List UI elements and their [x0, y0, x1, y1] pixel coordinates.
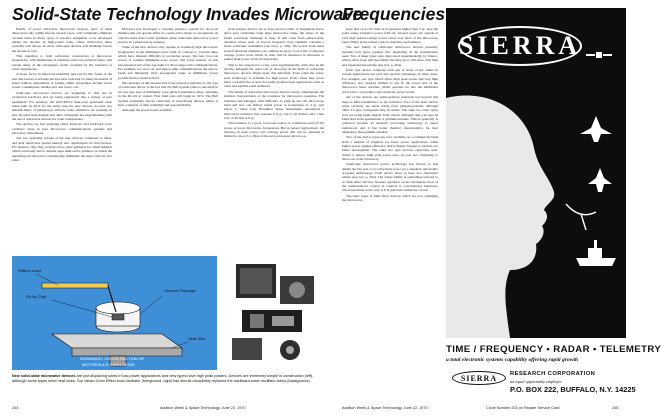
ad-artwork — [446, 8, 626, 338]
ad-equal-opportunity: an equal opportunity employer — [510, 379, 562, 384]
device-photo — [222, 256, 326, 370]
sierra-logo-small — [452, 371, 506, 385]
sierra-logo-small-text: SIERRA — [460, 373, 498, 383]
schematic-title-2: MOTOROLA'S GUNN DIODE — [82, 362, 135, 367]
paragraph: The transistor is a good, low-noise source of continuous-wave (CW) power at lower microwave frequencies. But in pulsed applications, the increase in peak power over average power that can be obtained is limited to about 3:1. Most of the new solid-state devices op- — [224, 121, 324, 139]
paragraph: Two of the device types are now available on a commercial basis from a number of suppliers for lower power applications, while higher-power, higher-efficiency and/or higher frequency versions are under development. The other two type devices, especially well-suited to pulsed, high peak power uses, are just now beginning to move out of the laboratory. — [342, 135, 438, 161]
paragraph: erate best on a CW basis at frequencies higher than 5 gc, near the point where transistor power falls off. Several types can operate at very high pulsed-voltage power ratios over most of the microwave band, filling in the pulsed voids in transistor performance. — [342, 27, 438, 45]
reader-service-note: Circle Number 203 on Reader Service Card — [486, 406, 560, 410]
aircraft-icon — [580, 116, 612, 142]
paragraph: The basic types of bulk effect devices which are now reshaping the microwave — [342, 193, 438, 203]
ad-tagline: a total electronic systems capability offering rapid growth — [446, 357, 579, 363]
article-column-3 — [224, 27, 324, 254]
paragraph: Motorola has developed a versatile guidance system for air-to-air missiles that can operate either in a semi-active mode or can generate its own Ka-band active radar guidance using solid-state microwave power sources in a phased-array antenna. — [118, 27, 218, 45]
paragraph: Some of the new devices only operate at extremely high microwave frequencies, in the millimeter-wave band, in contrast to vacuum tubes which have inherent difficulty in producing power. The new low-cost source of reliable millimeter-wave power will focus interest on this unconquered part of the spectrum for short-range radio communications. For example, for air-to-air and ship-to-ship communications the narrow beam and inherently short propagation range of millimeter waves provide much-wanted privacy. — [118, 45, 218, 80]
ad-address: P.O. BOX 222, BUFFALO, N.Y. 14225 — [510, 385, 636, 394]
satellite-icon — [586, 52, 612, 58]
label-ribbon-lead: Ribbon Lead — [18, 268, 41, 273]
caption-lead: New solid-state microwave devices — [12, 374, 76, 378]
profile-silhouette — [446, 95, 554, 338]
ad-illustration — [446, 8, 626, 338]
sierra-logo-text: SIERRA — [458, 31, 582, 60]
paragraph: The devices are fast replacing reflex klystrons and backward wave oscillator tubes in new microwave communications systems and laboratory instruments. — [12, 122, 112, 135]
caption-body: are just displacing tubes in low-power applications and new types have high peak powers. Devices are extremely simple in construction (left), although some types need heat sinks. Top Varian Gunn Effect local oscillator (foreground, right) has almost completely replaced the backward wave oscillator tubes (background). — [12, 374, 314, 383]
label-ceramic-package: Ceramic Package — [164, 288, 196, 293]
paragraph: Solid-state microwave devices are beginning to find use in production hardware and are being engineered into a variety of new equipment. For instance, the ANC/PPS-9 man-pack personnel radar being built by RCA for the Army uses the new devices. At least two manufacturers of pulsed-type airborne radar altimeters are working on new all solid-state designs and other companies are experimenting with the use of solid-state devices for radar transponders. — [12, 90, 112, 121]
paragraph: The low operating voltage of the new devices, compared to tubes, and their small size permit entirely new applications for microwaves. For instance, they may provide active radar guidance for small missiles which previously had to depend upon semi-active guidance in which the launching aircraft had to continuously illuminate the target with its own radar. — [12, 136, 112, 162]
paragraph: The new family of solid-state microwave devices presently includes four types, perhaps five, depending on the classification used. Two of these types were discovered experimentally, by chance, which offers hope that the family size may grow still more with time and expanded knowledge (see box, p. 204). — [342, 45, 438, 67]
paragraph: Each type device competes with one or more of the others in certain applications but each has specific advantages in other areas. For example, one type which offers high peak power and very high efficiency now appears limited to use in the lower end of the microwave band. Another, which operates far into the millimeter wave band, can produce only moderate power levels. — [342, 68, 438, 94]
radar-dish-icon — [566, 204, 596, 230]
page-number-right: 205 — [612, 406, 619, 410]
paragraph: Solid-state microwave device technology has moved so fast during the last year or two that there is not yet a standard, universally accepted terminology. Each device bears at least two alternative names (see box, p. 204). The whole family is sometimes referred to as 'bulk effect devices' because operation occurs throughout most of the semiconductor crystal in contrast to conventional transistors where functions occur only at P-N junctions within the crystal. — [342, 162, 438, 193]
gunn-diode-schematic — [12, 256, 217, 370]
schematic-title-1: SCHEMATIC CROSS-SECTION OF — [80, 356, 145, 361]
paragraph: All of the devices are semiconductor materials but beyond this there is little resemblance to the transistor. Two of the basic device types currently are made solely from gallium-arsenide, although other 3-5 type compounds may be usable. The other two basic types now are being made largely from silicon, although they can also be fabricated from germanium or gallium-arsenide. Silicon generally is preferred because its material processing technology is better understood and it has better thermal characteristics for heat dissipation than gallium-arsenide. — [342, 95, 438, 134]
ad-company-name: RESEARCH CORPORATION — [510, 371, 596, 377]
paragraph: A major factor in improved reliability and service life. Some of the new microwave solid-state devices have operated for many thousands of hours without degradation or failure. Other advantages include lower power consumption, smaller size and lower cost. — [12, 72, 112, 90]
publication-line-right: Aviation Week & Space Technology, June 22, 1970 — [342, 406, 428, 410]
label-heat-sink: Heat Sink — [188, 336, 206, 341]
page-title: Solid-State Technology Invades Microwave — [12, 4, 363, 24]
page-title-continuation: Frequencies — [342, 4, 446, 24]
article-column-4 — [342, 27, 438, 387]
paragraph: Although the power levels available — [122, 108, 172, 113]
ship-icon — [576, 240, 616, 266]
paragraph: One measure of this interest and of the present popularity of one type of solid-state device is the fact that the Bell System plans to use them in its own new type of millimeter wave guide transmission lines, operating in the 40-110 gc region. First field tests will begin in 1974. The Bell System eventually moves cautiously in introducing devices unless it feels confident of their reliability and reproducibility. — [118, 81, 218, 107]
jet-icon — [588, 168, 612, 192]
paragraph: This is not expected to occur, even experimentally, until later in the decade, although the rapid rate of discovery in the field of solid-state microwave devices might upset this timetable. Even when the solid-state technology is available for high power levels, tubes may prove more cost-effective at least for some ground-based applications such as radar and satellite earth terminals. — [224, 62, 324, 89]
publication-line-left: Aviation Week & Space Technology, June 22, 1970 — [160, 406, 246, 410]
paragraph: from present devices are at least several orders of magnitude below those now obtainable from large microwave tubes, the shape of the future solid-state challenge is clear. It will come from phased-array antennas where each of several thousand array elements contains a small solid-state transmitter (see story, p. 169). The power from these several thousand elements can combine in space to provide a collective average power level which in time will be measured in kilowatts at pulsed peak power levels in megawatts. — [224, 27, 324, 62]
paragraph: The family of solid-state microwave devices nicely complements the intrinsic characteristics of the transistor for microwave operation. The transistor has emerged, with difficulty, to push up into the microwave band and now can deliver useful power at frequencies of 4 gc, just below C band. Last December Texas Instruments announced a microwave transistor that operates at 9 gc, but it can deliver only 1 mw CW, or 20 mw at 6 gc. — [224, 89, 324, 120]
article-column-2 — [118, 27, 218, 254]
ad-headline: TIME / FREQUENCY • RADAR • TELEMETRY — [446, 344, 661, 355]
sierra-advertisement — [446, 8, 661, 404]
paragraph: This transition to fully solid-state construction at microwave frequencies, with elimination of transistor and local oscillator tubes, will extend many of the advantages earlier provided by the transistor at lower frequencies. — [12, 54, 112, 72]
label-ge-ac-chip: Ge Ac Chip — [26, 294, 47, 299]
figure-caption — [12, 374, 326, 384]
paragraph: Family of novel solid-state microwave devices, most of them discovered only within the last several years, will completely eliminate vacuum tubes in many types of avionics equipment to be developed during the decade. In high-power radar, where microwave tubes probably will always be used, solid-state devices will challenge before the decade is over. — [12, 27, 112, 53]
page-number-left: 204 — [12, 406, 19, 410]
